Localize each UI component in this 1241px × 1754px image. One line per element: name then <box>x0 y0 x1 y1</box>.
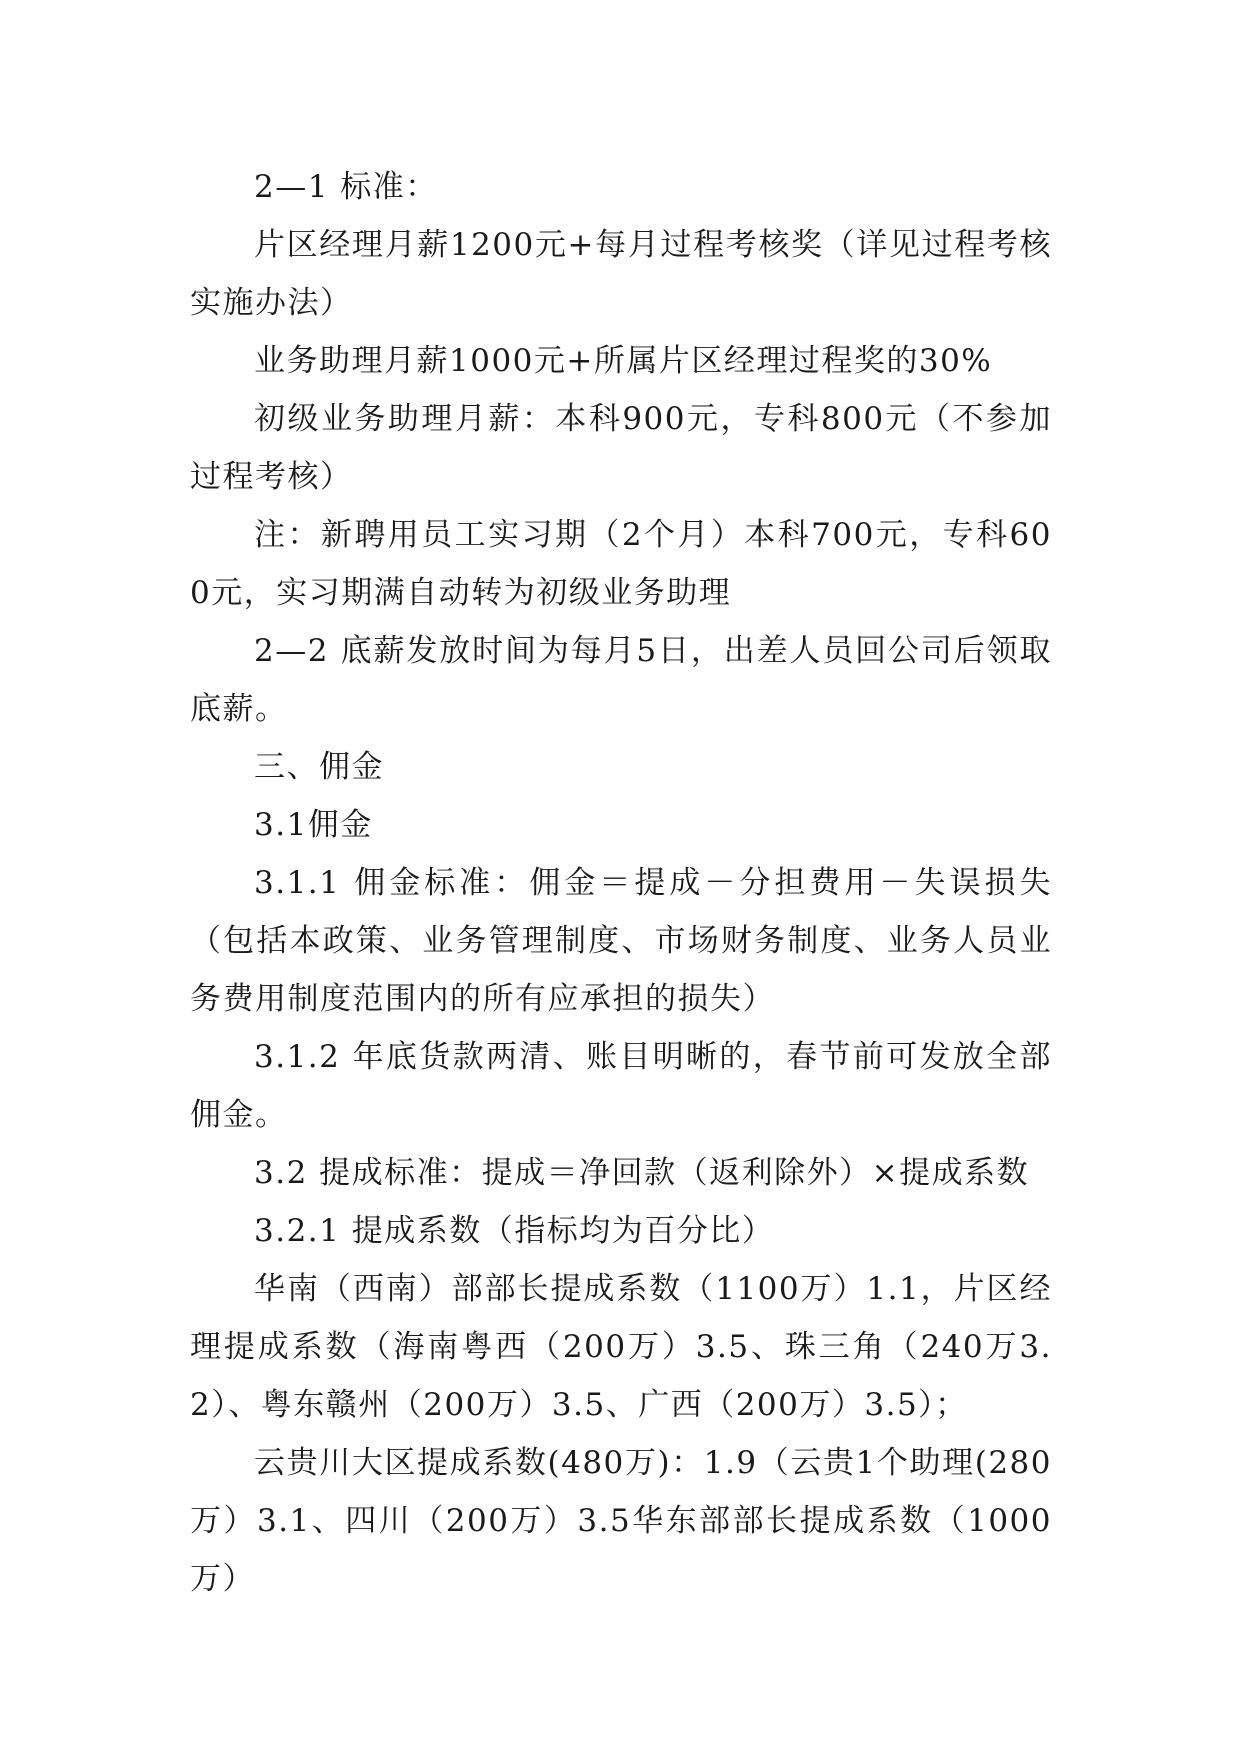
paragraph-pay-date: 2—2 底薪发放时间为每月5日，出差人员回公司后领取底薪。 <box>190 633 1052 727</box>
paragraph-bonus-standard: 3.2 提成标准：提成＝净回款（返利除外）×提成系数 <box>254 1155 1030 1191</box>
document-body <box>190 158 1052 1608</box>
paragraph-south-china-coefficients: 华南（西南）部部长提成系数（1100万）1.1，片区经理提成系数（海南粤西（200万）3.5、珠三角（240万3.2）、粤东赣州（200万）3.5、广西（200万）3.5）； <box>190 1271 1052 1423</box>
paragraph-year-end-commission: 3.1.2 年底货款两清、账目明晰的，春节前可发放全部佣金。 <box>190 1039 1052 1133</box>
subsection-heading-commission: 3.1佣金 <box>254 807 373 843</box>
paragraph-yunguichuan-coefficients: 云贵川大区提成系数(480万)：1.9（云贵1个助理(280万）3.1、四川（200万）3.5华东部部长提成系数（1000万） <box>190 1445 1052 1597</box>
paragraph-junior-assistant-salary: 初级业务助理月薪：本科900元，专科800元（不参加过程考核） <box>190 401 1052 495</box>
paragraph-commission-standard: 3.1.1 佣金标准：佣金＝提成－分担费用－失误损失（包括本政策、业务管理制度、市场财务制度、业务人员业务费用制度范围内的所有应承担的损失） <box>190 865 1052 1017</box>
paragraph-standard-heading: 2—1 标准： <box>254 169 438 205</box>
paragraph-area-manager-salary: 片区经理月薪1200元+每月过程考核奖（详见过程考核实施办法） <box>190 227 1052 321</box>
paragraph-assistant-salary: 业务助理月薪1000元+所属片区经理过程奖的30% <box>254 343 993 379</box>
paragraph-bonus-coefficient-heading: 3.2.1 提成系数（指标均为百分比） <box>254 1213 775 1249</box>
section-heading-commission: 三、佣金 <box>254 749 384 785</box>
paragraph-probation-note: 注：新聘用员工实习期（2个月）本科700元，专科600元，实习期满自动转为初级业务助理 <box>190 517 1052 611</box>
